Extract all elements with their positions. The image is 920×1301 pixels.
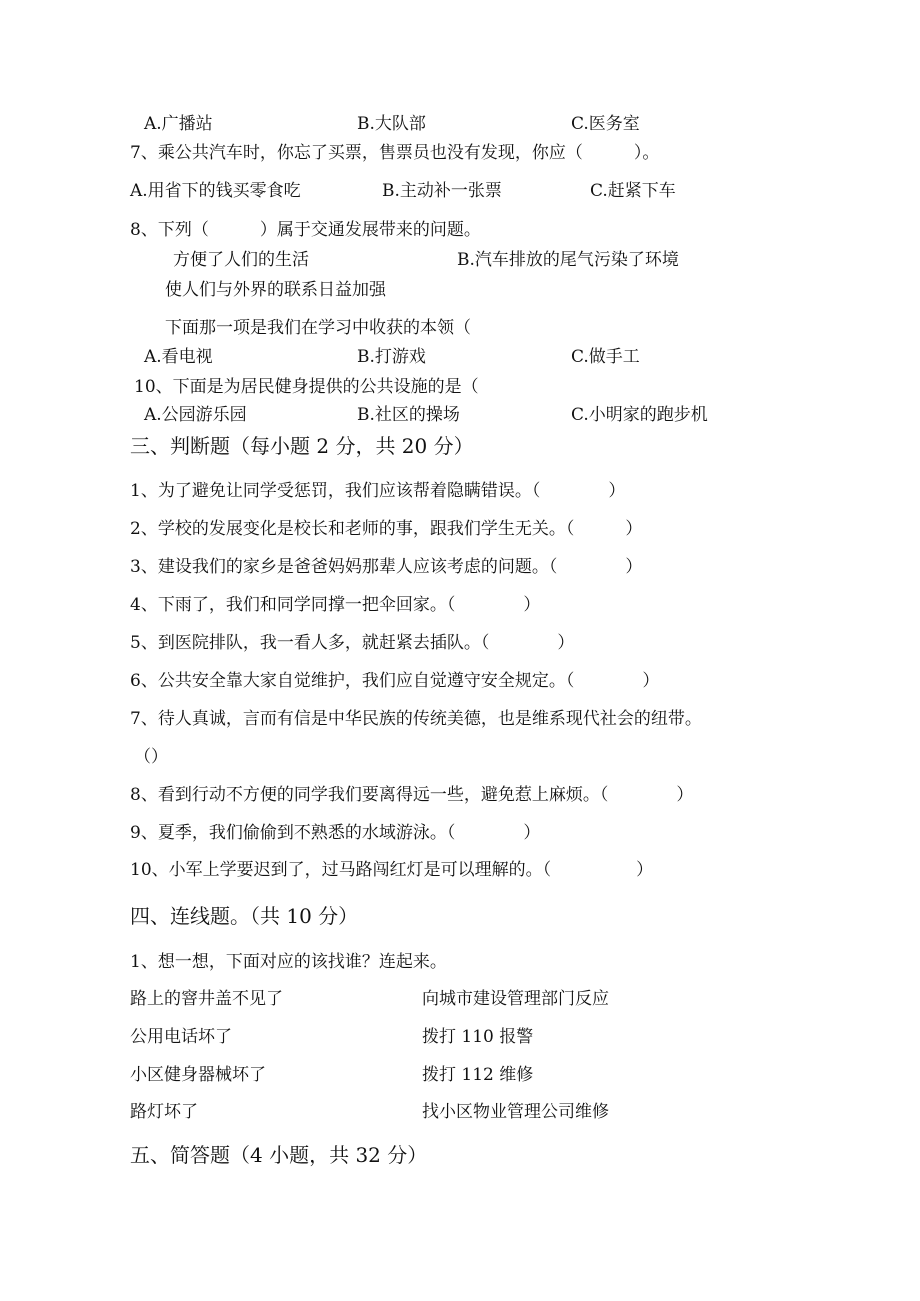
judge-item: 1、为了避免让同学受惩罚，我们应该帮着隐瞒错误。（ ） (130, 481, 626, 501)
q8-option-c: 使人们与外界的联系日益加强 (165, 280, 386, 300)
section4-title: 四、连线题。（共 10 分） (130, 904, 359, 928)
judge-item: 8、看到行动不方便的同学我们要离得远一些，避免惹上麻烦。（ ） (130, 785, 694, 805)
matching-left-item: 公用电话坏了 (130, 1027, 232, 1047)
judge-item: 6、公共安全靠大家自觉维护，我们应自觉遵守安全规定。（ ） (130, 671, 660, 691)
judge-item-continuation: （） (134, 747, 168, 767)
matching-left-item: 路灯坏了 (130, 1102, 198, 1122)
q9-question: 下面那一项是我们在学习中收获的本领（ (165, 318, 471, 338)
q7-question: 7、乘公共汽车时，你忘了买票，售票员也没有发现，你应（ ）。 (130, 143, 660, 163)
q9-option-a: A.看电视 (144, 347, 213, 367)
section3-title: 三、判断题（每小题 2 分，共 20 分） (130, 434, 474, 458)
q8-question: 8、下列（ ）属于交通发展带来的问题。 (130, 220, 481, 240)
q7-option-b: B.主动补一张票 (382, 181, 502, 201)
judge-item: 5、到医院排队，我一看人多，就赶紧去插队。（ ） (130, 633, 575, 653)
judge-item: 3、建设我们的家乡是爸爸妈妈那辈人应该考虑的问题。（ ） (130, 557, 643, 577)
matching-left-item: 路上的窨井盖不见了 (130, 989, 283, 1009)
matching-right-item: 找小区物业管理公司维修 (422, 1102, 609, 1122)
matching-left-item: 小区健身器械坏了 (130, 1065, 266, 1085)
q6-option-b: B.大队部 (357, 114, 426, 134)
judge-item: 9、夏季，我们偷偷到不熟悉的水域游泳。（ ） (130, 823, 541, 843)
q8-option-a: 方便了人们的生活 (173, 250, 309, 270)
q7-option-c: C.赶紧下车 (590, 181, 676, 201)
q10-option-b: B.社区的操场 (357, 405, 460, 425)
q9-option-b: B.打游戏 (357, 347, 426, 367)
q10-option-c: C.小明家的跑步机 (571, 405, 708, 425)
q9-option-c: C.做手工 (571, 347, 640, 367)
matching-prompt: 1、想一想，下面对应的该找谁？连起来。 (130, 952, 447, 972)
q8-option-b: B.汽车排放的尾气污染了环境 (457, 250, 679, 270)
matching-right-item: 拨打 112 维修 (422, 1065, 534, 1085)
matching-right-item: 拨打 110 报警 (422, 1027, 534, 1047)
judge-item: 4、下雨了，我们和同学同撑一把伞回家。（ ） (130, 595, 541, 615)
q10-option-a: A.公园游乐园 (144, 405, 247, 425)
q7-option-a: A.用省下的钱买零食吃 (130, 181, 301, 201)
judge-item: 7、待人真诚，言而有信是中华民族的传统美德，也是维系现代社会的纽带。 (130, 709, 702, 729)
section5-title: 五、简答题（4 小题，共 32 分） (130, 1143, 428, 1167)
q6-option-c: C.医务室 (571, 114, 640, 134)
q10-question: 10、下面是为居民健身提供的公共设施的是（ (134, 377, 479, 397)
matching-right-item: 向城市建设管理部门反应 (422, 989, 609, 1009)
judge-item: 2、学校的发展变化是校长和老师的事，跟我们学生无关。（ ） (130, 519, 643, 539)
q6-option-a: A.广播站 (144, 114, 213, 134)
judge-item: 10、小军上学要迟到了，过马路闯红灯是可以理解的。（ ） (130, 860, 654, 880)
